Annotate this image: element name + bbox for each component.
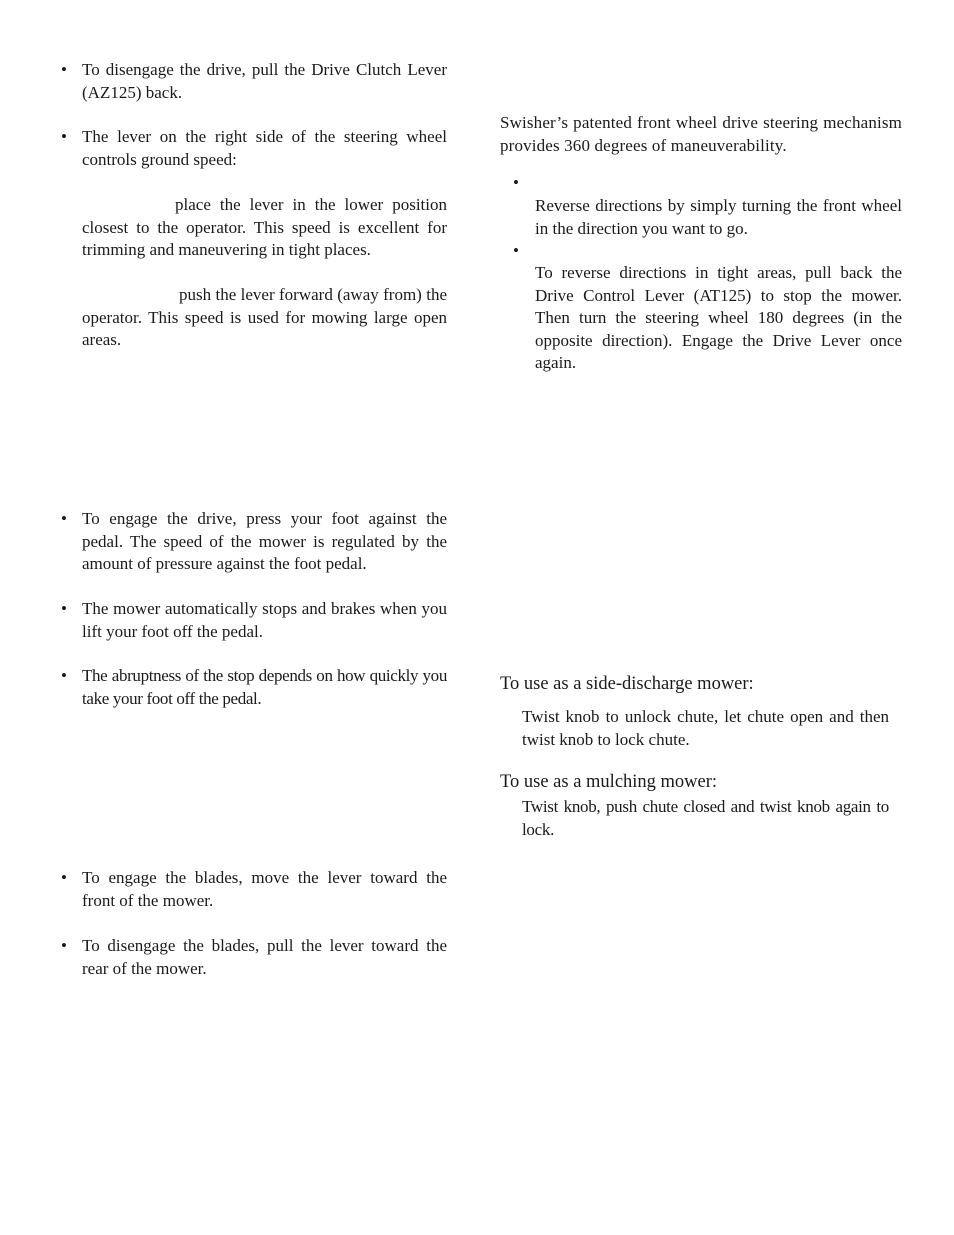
mulching-text: Twist knob, push chute closed and twist knob again to lock. [522,797,889,839]
bullet-mark: • [61,868,67,887]
pedal-stop-instruction: The mower automatically stops and brakes when you lift your foot off the pedal. [82,599,447,641]
bullet-mark: • [61,127,67,146]
low-speed-instruction: place the lever in the lower position closest to the operator. This speed is excellent for trimming and maneuvering in tight places. [82,195,447,259]
drive-clutch-instruction: To disengage the drive, pull the Drive Clutch Lever (AZ125) back. [82,60,447,102]
bullet-mark: • [61,936,67,955]
blade-disengage-instruction: To disengage the blades, pull the lever toward the rear of the mower. [82,936,447,978]
bullet-mark: • [61,509,67,528]
steering-intro: Swisher’s patented front wheel drive steering mechanism provides 360 degrees of maneuverability. [500,113,902,155]
blade-engage-instruction: To engage the blades, move the lever toward the front of the mower. [82,868,447,910]
side-discharge-text: Twist knob to unlock chute, let chute open and then twist knob to lock chute. [522,707,889,749]
pedal-abruptness-instruction: The abruptness of the stop depends on how quickly you take your foot off the pedal. [82,666,447,708]
bullet-mark: • [61,599,67,618]
speed-lever-instruction: The lever on the right side of the steering wheel controls ground speed: [82,127,447,169]
bullet-mark: • [513,173,519,192]
steering-reverse-tight: To reverse directions in tight areas, pull back the Drive Control Lever (AT125) to stop the mower. Then turn the steering wheel 180 degrees (in the opposite direction). Engage the Drive Lever once again. [535,263,902,372]
steering-reverse-simple: Reverse directions by simply turning the front wheel in the direction you want to go. [535,196,902,238]
mulching-heading: To use as a mulching mower: [500,772,718,792]
bullet-mark: • [513,241,519,260]
bullet-mark: • [61,60,67,79]
bullet-mark: • [61,666,67,685]
high-speed-instruction: push the lever forward (away from) the operator. This speed is used for mowing large open areas. [82,285,447,349]
side-discharge-heading: To use as a side-discharge mower: [500,674,754,694]
pedal-engage-instruction: To engage the drive, press your foot against the pedal. The speed of the mower is regulated by the amount of pressure against the foot pedal. [82,509,447,573]
